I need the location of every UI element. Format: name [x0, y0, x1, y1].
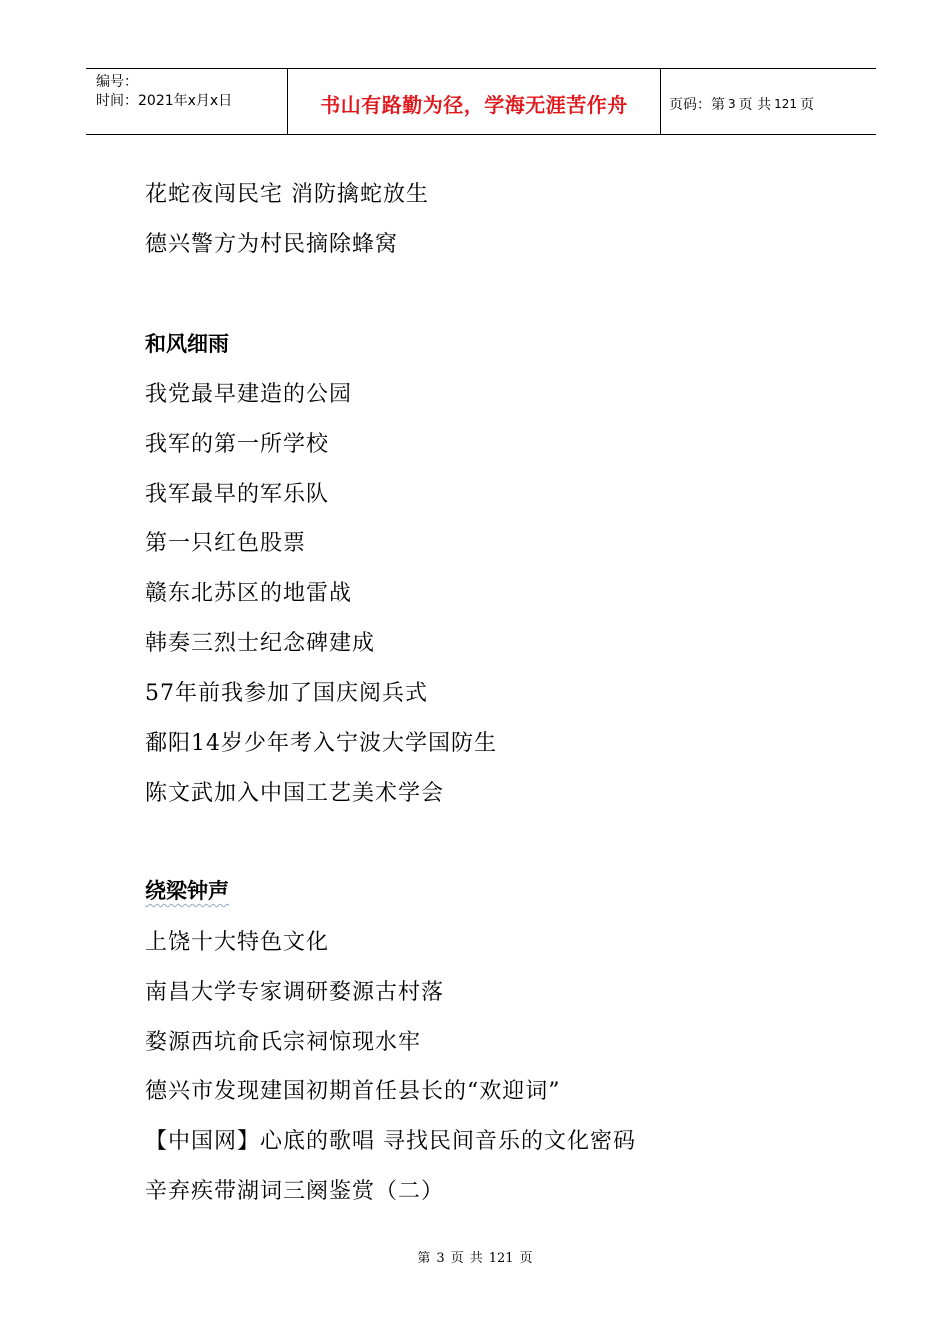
list-item: 韩奏三烈士纪念碑建成 [145, 631, 376, 656]
list-item: 德兴警方为村民摘除蜂窝 [145, 232, 399, 257]
list-item: 57年前我参加了国庆阅兵式 [145, 681, 428, 706]
list-item: 南昌大学专家调研婺源古村落 [145, 980, 445, 1005]
list-item: 上饶十大特色文化 [145, 930, 330, 955]
list-item: 【中国网】心底的歌唱 寻找民间音乐的文化密码 [145, 1129, 636, 1154]
header-page-current: 3 [728, 96, 736, 111]
footer-prefix: 第 [417, 1251, 431, 1266]
footer-mid2: 共 [469, 1251, 483, 1266]
list-item: 陈文武加入中国工艺美术学会 [145, 781, 445, 806]
section-title: 绕梁钟声 [145, 879, 229, 903]
header-page-prefix: 页码：第 [669, 96, 725, 113]
list-item: 我军最早的军乐队 [145, 482, 330, 507]
page-footer [0, 1247, 950, 1266]
header-page-total: 121 [774, 96, 797, 111]
header-motto-cell [288, 69, 661, 134]
list-item: 赣东北苏区的地雷战 [145, 581, 353, 606]
header-page-mid: 页 共 [738, 96, 772, 113]
footer-page-current: 3 [436, 1251, 445, 1266]
list-item: 辛弃疾带湖词三阕鉴赏（二） [145, 1179, 445, 1204]
section-title: 和风细雨 [145, 332, 229, 356]
list-item: 德兴市发现建国初期首任县长的“欢迎词” [145, 1079, 561, 1104]
page-header [86, 68, 876, 135]
list-item: 我党最早建造的公园 [145, 382, 353, 407]
list-item: 我军的第一所学校 [145, 432, 330, 457]
header-meta [86, 69, 288, 134]
list-item: 鄱阳14岁少年考入宁波大学国防生 [145, 731, 497, 756]
list-item: 婺源西坑俞氏宗祠惊现水牢 [145, 1030, 422, 1055]
footer-suffix: 页 [519, 1251, 533, 1266]
header-motto: 书山有路勤为径，学海无涯苦作舟 [320, 93, 628, 117]
document-time-label: 时间：2021年x月x日 [96, 93, 233, 109]
list-item: 第一只红色股票 [145, 531, 307, 556]
footer-mid1: 页 [450, 1251, 464, 1266]
document-number-label: 编号： [96, 74, 138, 90]
header-page-suffix: 页 [800, 96, 814, 113]
list-item: 花蛇夜闯民宅 消防擒蛇放生 [145, 182, 429, 207]
footer-page-total: 121 [488, 1251, 514, 1266]
header-page-info [661, 69, 876, 134]
